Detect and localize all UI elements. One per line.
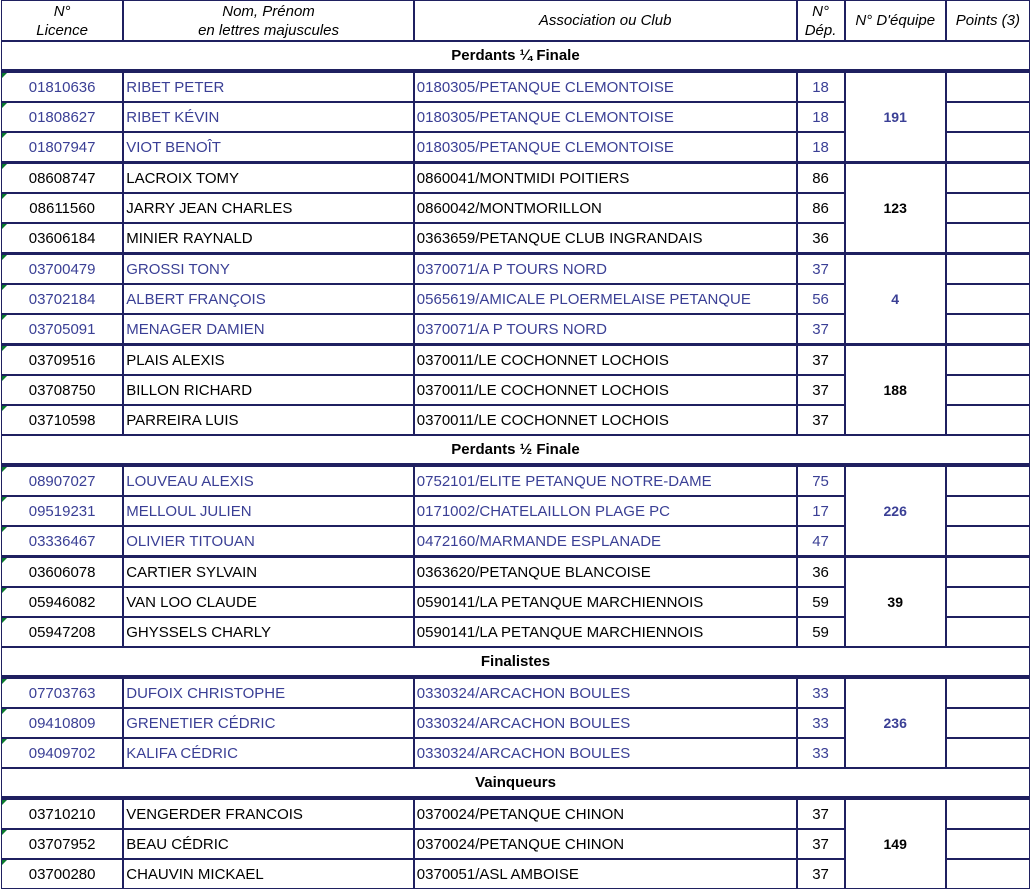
licence-number: 03336467 (28, 532, 96, 550)
department: 18 (797, 102, 845, 132)
player-name: LACROIX TOMY (123, 162, 414, 193)
licence-number: 03705091 (28, 320, 96, 338)
comment-marker-icon (2, 376, 7, 381)
club-name: 0370071/A P TOURS NORD (414, 314, 797, 344)
licence-cell (1, 71, 123, 102)
player-name: CARTIER SYLVAIN (123, 556, 414, 587)
team-number: 4 (845, 253, 946, 344)
club-name: 0370024/PETANQUE CHINON (414, 829, 797, 859)
department: 59 (797, 587, 845, 617)
club-name: 0370011/LE COCHONNET LOCHOIS (414, 375, 797, 405)
licence-number: 09409702 (28, 744, 96, 762)
club-name: 0370011/LE COCHONNET LOCHOIS (414, 405, 797, 435)
comment-marker-icon (2, 558, 7, 563)
club-name: 0180305/PETANQUE CLEMONTOISE (414, 132, 797, 162)
comment-marker-icon (2, 164, 7, 169)
team-number: 226 (845, 465, 946, 556)
department: 33 (797, 677, 845, 708)
licence-number: 07703763 (28, 684, 96, 702)
department: 33 (797, 738, 845, 768)
player-name: RIBET PETER (123, 71, 414, 102)
licence-cell (1, 344, 123, 375)
department: 37 (797, 859, 845, 889)
club-name: 0860041/MONTMIDI POITIERS (414, 162, 797, 193)
player-name: VAN LOO CLAUDE (123, 587, 414, 617)
licence-cell (1, 284, 123, 314)
points-cell[interactable] (946, 405, 1030, 435)
results-table (1, 0, 1030, 889)
club-name: 0363620/PETANQUE BLANCOISE (414, 556, 797, 587)
department: 37 (797, 375, 845, 405)
player-name: CHAUVIN MICKAEL (123, 859, 414, 889)
points-cell[interactable] (946, 102, 1030, 132)
club-name: 0752101/ELITE PETANQUE NOTRE-DAME (414, 465, 797, 496)
header-licence: N° Licence (1, 0, 123, 41)
points-cell[interactable] (946, 223, 1030, 253)
club-name: 0565619/AMICALE PLOERMELAISE PETANQUE (414, 284, 797, 314)
licence-number: 03710210 (28, 805, 96, 823)
club-name: 0370024/PETANQUE CHINON (414, 798, 797, 829)
licence-cell (1, 193, 123, 223)
club-name: 0590141/LA PETANQUE MARCHIENNOIS (414, 617, 797, 647)
section-title: Vainqueurs (1, 768, 1030, 798)
licence-cell (1, 162, 123, 193)
comment-marker-icon (2, 194, 7, 199)
player-name: VIOT BENOÎT (123, 132, 414, 162)
points-cell[interactable] (946, 465, 1030, 496)
licence-number: 03700280 (28, 865, 96, 883)
header-club: Association ou Club (414, 0, 797, 41)
club-name: 0363659/PETANQUE CLUB INGRANDAIS (414, 223, 797, 253)
player-name: MELLOUL JULIEN (123, 496, 414, 526)
licence-cell (1, 465, 123, 496)
comment-marker-icon (2, 133, 7, 138)
player-name: ALBERT FRANÇOIS (123, 284, 414, 314)
table-row (1, 465, 1030, 496)
licence-number: 09519231 (28, 502, 96, 520)
points-cell[interactable] (946, 587, 1030, 617)
comment-marker-icon (2, 285, 7, 290)
comment-marker-icon (2, 527, 7, 532)
player-name: BILLON RICHARD (123, 375, 414, 405)
player-name: OLIVIER TITOUAN (123, 526, 414, 556)
department: 59 (797, 617, 845, 647)
licence-cell (1, 798, 123, 829)
club-name: 0330324/ARCACHON BOULES (414, 708, 797, 738)
licence-number: 03707952 (28, 835, 96, 853)
comment-marker-icon (2, 618, 7, 623)
licence-number: 08608747 (28, 169, 96, 187)
player-name: PLAIS ALEXIS (123, 344, 414, 375)
club-name: 0860042/MONTMORILLON (414, 193, 797, 223)
comment-marker-icon (2, 588, 7, 593)
department: 37 (797, 314, 845, 344)
licence-number: 03606184 (28, 229, 96, 247)
player-name: KALIFA CÉDRIC (123, 738, 414, 768)
licence-cell (1, 375, 123, 405)
licence-cell (1, 496, 123, 526)
comment-marker-icon (2, 315, 7, 320)
licence-cell (1, 132, 123, 162)
player-name: PARREIRA LUIS (123, 405, 414, 435)
licence-number: 03702184 (28, 290, 96, 308)
points-cell[interactable] (946, 71, 1030, 102)
team-number: 39 (845, 556, 946, 647)
points-cell[interactable] (946, 344, 1030, 375)
team-number: 149 (845, 798, 946, 889)
player-name: GRENETIER CÉDRIC (123, 708, 414, 738)
points-cell[interactable] (946, 526, 1030, 556)
section-title: Perdants ½ Finale (1, 435, 1030, 465)
department: 37 (797, 253, 845, 284)
department: 56 (797, 284, 845, 314)
club-name: 0330324/ARCACHON BOULES (414, 677, 797, 708)
department: 86 (797, 162, 845, 193)
club-name: 0370071/A P TOURS NORD (414, 253, 797, 284)
player-name: MINIER RAYNALD (123, 223, 414, 253)
points-cell[interactable] (946, 556, 1030, 587)
section-title: Finalistes (1, 647, 1030, 677)
comment-marker-icon (2, 497, 7, 502)
department: 33 (797, 708, 845, 738)
department: 18 (797, 71, 845, 102)
licence-cell (1, 314, 123, 344)
club-name: 0180305/PETANQUE CLEMONTOISE (414, 102, 797, 132)
department: 37 (797, 798, 845, 829)
department: 36 (797, 223, 845, 253)
department: 36 (797, 556, 845, 587)
licence-cell (1, 738, 123, 768)
player-name: GHYSSELS CHARLY (123, 617, 414, 647)
header-points: Points (3) (946, 0, 1030, 41)
table-row (1, 253, 1030, 284)
club-name: 0180305/PETANQUE CLEMONTOISE (414, 71, 797, 102)
department: 37 (797, 829, 845, 859)
header-name: Nom, Prénom en lettres majuscules (123, 0, 414, 41)
licence-cell (1, 405, 123, 435)
department: 37 (797, 344, 845, 375)
comment-marker-icon (2, 73, 7, 78)
licence-cell (1, 102, 123, 132)
comment-marker-icon (2, 800, 7, 805)
points-cell[interactable] (946, 496, 1030, 526)
club-name: 0370051/ASL AMBOISE (414, 859, 797, 889)
header-dep: N° Dép. (797, 0, 845, 41)
table-row (1, 798, 1030, 829)
licence-cell (1, 556, 123, 587)
team-number: 123 (845, 162, 946, 253)
comment-marker-icon (2, 346, 7, 351)
table-row (1, 344, 1030, 375)
licence-number: 01807947 (28, 138, 96, 156)
points-cell[interactable] (946, 617, 1030, 647)
player-name: GROSSI TONY (123, 253, 414, 284)
header-row (1, 0, 1030, 41)
licence-cell (1, 617, 123, 647)
licence-number: 05947208 (28, 623, 96, 641)
player-name: LOUVEAU ALEXIS (123, 465, 414, 496)
department: 75 (797, 465, 845, 496)
points-cell[interactable] (946, 314, 1030, 344)
licence-number: 08907027 (28, 472, 96, 490)
licence-number: 03708750 (28, 381, 96, 399)
comment-marker-icon (2, 103, 7, 108)
points-cell[interactable] (946, 738, 1030, 768)
department: 47 (797, 526, 845, 556)
licence-cell (1, 708, 123, 738)
licence-number: 03606078 (28, 563, 96, 581)
licence-number: 01808627 (28, 108, 96, 126)
player-name: JARRY JEAN CHARLES (123, 193, 414, 223)
player-name: VENGERDER FRANCOIS (123, 798, 414, 829)
section-row (1, 41, 1030, 71)
section-row (1, 435, 1030, 465)
comment-marker-icon (2, 255, 7, 260)
team-number: 236 (845, 677, 946, 768)
points-cell[interactable] (946, 253, 1030, 284)
points-cell[interactable] (946, 375, 1030, 405)
points-cell[interactable] (946, 132, 1030, 162)
club-name: 0330324/ARCACHON BOULES (414, 738, 797, 768)
points-cell[interactable] (946, 162, 1030, 193)
comment-marker-icon (2, 224, 7, 229)
points-cell[interactable] (946, 859, 1030, 889)
licence-number: 03700479 (28, 260, 96, 278)
club-name: 0472160/MARMANDE ESPLANADE (414, 526, 797, 556)
table-row (1, 162, 1030, 193)
licence-cell (1, 526, 123, 556)
licence-cell (1, 253, 123, 284)
table-row (1, 677, 1030, 708)
points-cell[interactable] (946, 193, 1030, 223)
player-name: RIBET KÉVIN (123, 102, 414, 132)
player-name: MENAGER DAMIEN (123, 314, 414, 344)
licence-cell (1, 677, 123, 708)
comment-marker-icon (2, 467, 7, 472)
section-row (1, 768, 1030, 798)
table-row (1, 556, 1030, 587)
header-team: N° D'équipe (845, 0, 946, 41)
licence-number: 03709516 (28, 351, 96, 369)
licence-number: 08611560 (29, 199, 95, 217)
department: 17 (797, 496, 845, 526)
licence-number: 09410809 (28, 714, 96, 732)
licence-number: 01810636 (28, 78, 96, 96)
club-name: 0590141/LA PETANQUE MARCHIENNOIS (414, 587, 797, 617)
section-title: Perdants ¼ Finale (1, 41, 1030, 71)
department: 86 (797, 193, 845, 223)
licence-number: 03710598 (28, 411, 96, 429)
points-cell[interactable] (946, 677, 1030, 708)
team-number: 188 (845, 344, 946, 435)
comment-marker-icon (2, 679, 7, 684)
comment-marker-icon (2, 830, 7, 835)
player-name: DUFOIX CHRISTOPHE (123, 677, 414, 708)
comment-marker-icon (2, 860, 7, 865)
licence-cell (1, 859, 123, 889)
table-row (1, 71, 1030, 102)
points-cell[interactable] (946, 284, 1030, 314)
licence-cell (1, 587, 123, 617)
licence-cell (1, 223, 123, 253)
points-cell[interactable] (946, 829, 1030, 859)
licence-cell (1, 829, 123, 859)
comment-marker-icon (2, 739, 7, 744)
club-name: 0370011/LE COCHONNET LOCHOIS (414, 344, 797, 375)
team-number: 191 (845, 71, 946, 162)
department: 37 (797, 405, 845, 435)
section-row (1, 647, 1030, 677)
club-name: 0171002/CHATELAILLON PLAGE PC (414, 496, 797, 526)
licence-number: 05946082 (28, 593, 96, 611)
points-cell[interactable] (946, 798, 1030, 829)
comment-marker-icon (2, 406, 7, 411)
comment-marker-icon (2, 709, 7, 714)
department: 18 (797, 132, 845, 162)
player-name: BEAU CÉDRIC (123, 829, 414, 859)
points-cell[interactable] (946, 708, 1030, 738)
